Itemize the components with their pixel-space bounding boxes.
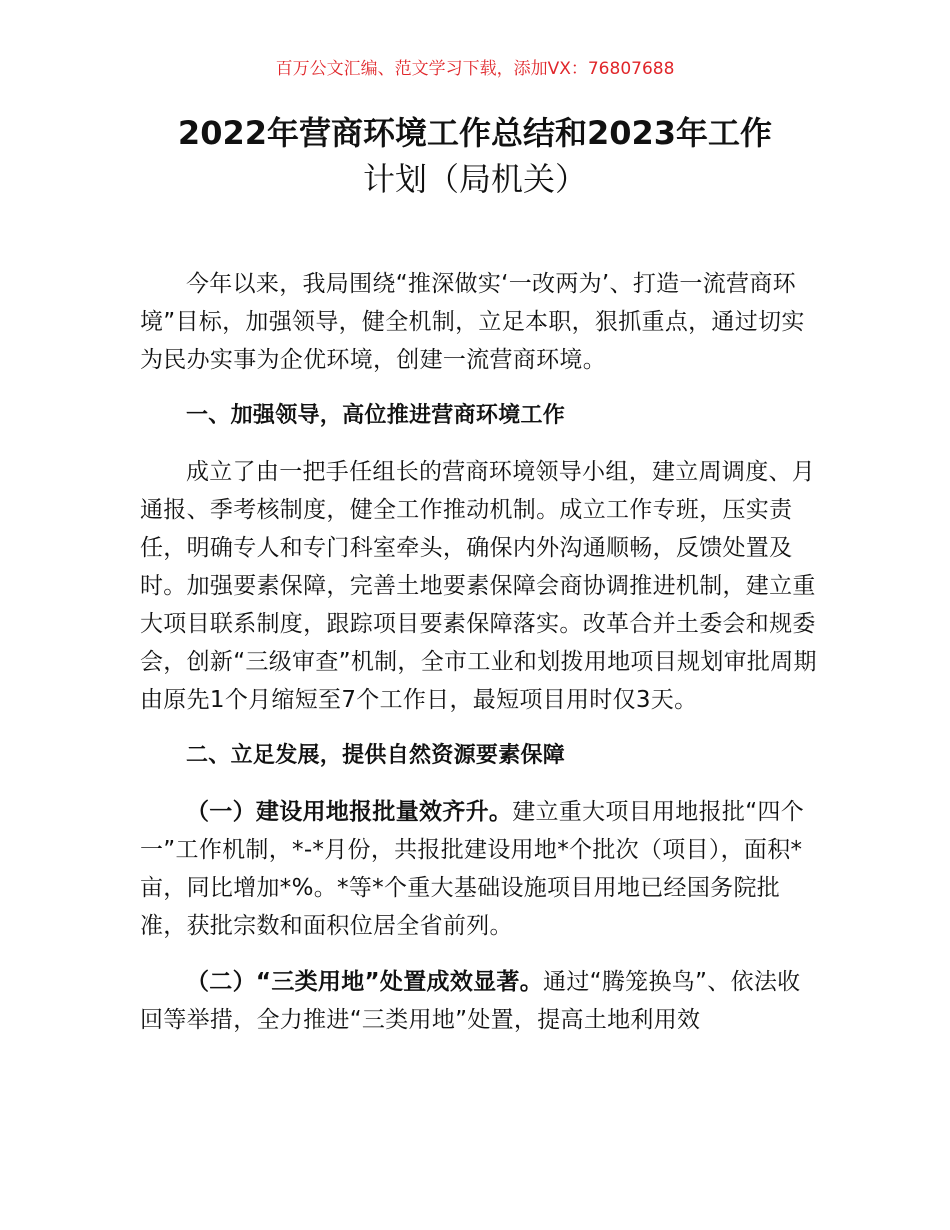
title-line-2: 计划（局机关） [362, 160, 587, 198]
section-1-paragraph: 成立了由一把手任组长的营商环境领导小组，建立周调度、月通报、季考核制度，健全工作推动机制。成立工作专班，压实责任，明确专人和专门科室牵头，确保内外沟通顺畅，反馈处置及时。加强要素保障，完善土地要素保障会商协调推进机制，建立重大项目联系制度，跟踪项目要素保障落实。改革合并土委会和规委会，创新“三级审查”机制，全市工业和划拨用地项目规划审批周期由原先1个月缩短至7个工作日，最短项目用时仅3天。 [140, 459, 817, 713]
document-body [140, 265, 820, 1039]
section-1-heading: 一、加强领导，高位推进营商环境工作 [186, 403, 566, 428]
subsection-2-lead: （二）“三类用地”处置成效显著。 [186, 969, 544, 995]
promo-banner: 百万公文汇编、范文学习下载，添加VX：76807688 [275, 59, 675, 79]
subsection-2-text: 通过“腾笼换鸟”、依法收回等举措，全力推进“三类用地”处置，提高土地利用效 [140, 969, 801, 1033]
document-title [120, 110, 830, 202]
subsection-1-lead: （一）建设用地报批量效齐升。 [186, 799, 513, 825]
subsection-1-text: 建立重大项目用地报批“四个一”工作机制，*-*月份，共报批建设用地*个批次（项目），面积*亩，同比增加*%。*等*个重大基础设施项目用地已经国务院批准，获批宗数和面积位居全省前列。 [140, 799, 805, 939]
subsection-1-paragraph [140, 793, 820, 945]
intro-paragraph: 今年以来，我局围绕“推深做实‘一改两为’、打造一流营商环境”目标，加强领导，健全机制，立足本职，狠抓重点，通过切实为民办实事为企优环境，创建一流营商环境。 [140, 271, 805, 373]
subsection-2-paragraph [140, 963, 820, 1039]
title-line-1: 2022年营商环境工作总结和2023年工作 [177, 114, 773, 152]
section-2-heading: 二、立足发展，提供自然资源要素保障 [186, 743, 566, 768]
